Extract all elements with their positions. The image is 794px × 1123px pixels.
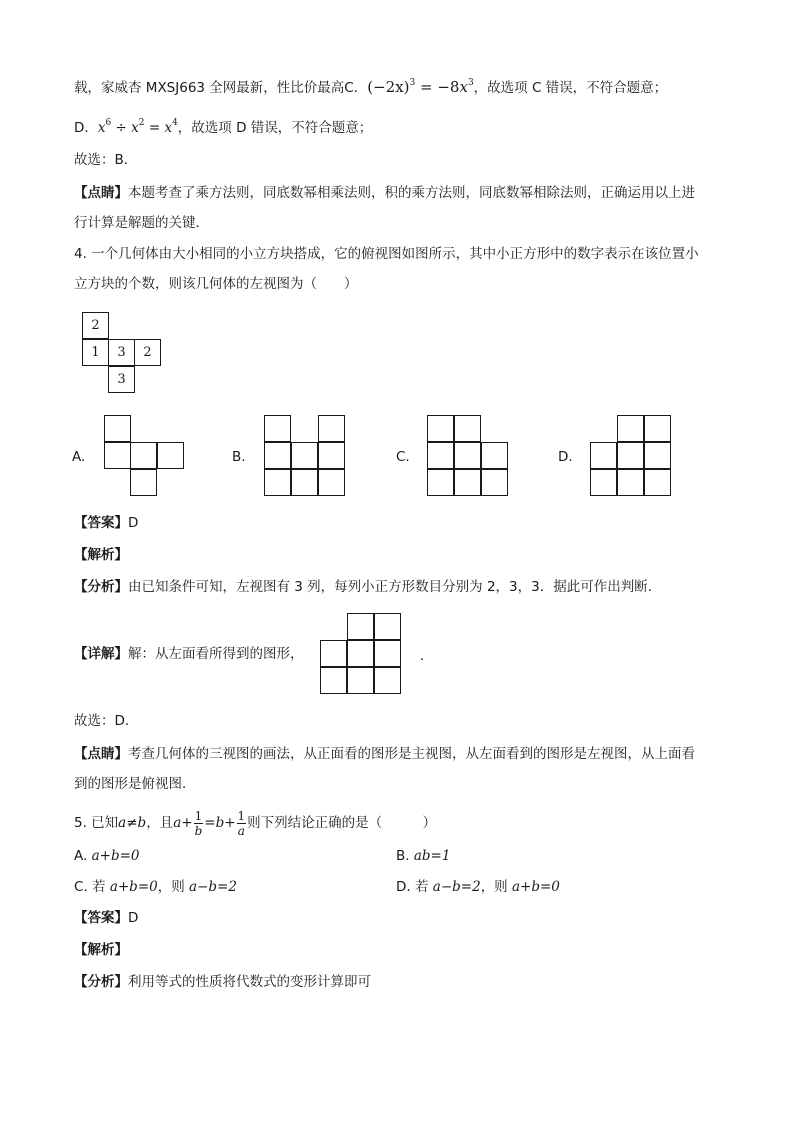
figure-cell bbox=[644, 415, 671, 442]
top-view-cell: 3 bbox=[108, 366, 135, 393]
figure-cell bbox=[481, 469, 508, 496]
figure-cell bbox=[644, 469, 671, 496]
figure-cell bbox=[264, 415, 291, 442]
choose-line-4: 故选：D． bbox=[74, 713, 139, 729]
figure-cell bbox=[617, 442, 644, 469]
q5-option-b[interactable]: B. ab=1 bbox=[396, 848, 451, 864]
question-4-line2: 立方块的个数，则该几何体的左视图为（ ） bbox=[74, 276, 358, 292]
figure-cell bbox=[374, 667, 401, 694]
figure-cell bbox=[320, 667, 347, 694]
note-line-3: 【点睛】本题考查了乘方法则，同底数幂相乘法则，积的乘方法则，同底数幂相除法则，正确运用以上进 bbox=[74, 185, 695, 201]
note-4: 【点睛】考查几何体的三视图的画法，从正面看的图形是主视图，从左面看到的图形是左视图，从上面看 bbox=[74, 746, 695, 762]
figure-cell bbox=[130, 442, 157, 469]
figure-cell bbox=[104, 442, 131, 469]
figure-cell bbox=[320, 640, 347, 667]
top-view-cell: 3 bbox=[108, 339, 135, 366]
figure-cell bbox=[454, 442, 481, 469]
figure-cell bbox=[644, 442, 671, 469]
top-view-cell: 1 bbox=[82, 339, 109, 366]
figure-cell bbox=[454, 469, 481, 496]
figure-cell bbox=[374, 640, 401, 667]
analysis-4-heading: 【解析】 bbox=[74, 547, 128, 563]
figure-cell bbox=[590, 442, 617, 469]
detail-4: 【详解】解：从左面看所得到的图形， bbox=[74, 646, 304, 662]
option-d-label[interactable]: D. bbox=[558, 449, 573, 465]
figure-cell bbox=[318, 469, 345, 496]
figure-cell bbox=[318, 415, 345, 442]
figure-cell bbox=[427, 415, 454, 442]
option-b-label[interactable]: B. bbox=[232, 449, 246, 465]
figure-cell bbox=[454, 415, 481, 442]
figure-cell bbox=[617, 469, 644, 496]
top-view-cell: 2 bbox=[134, 339, 161, 366]
figure-cell bbox=[291, 442, 318, 469]
analysis-4: 【分析】由已知条件可知，左视图有 3 列，每列小正方形数目分别为 2，3，3．据此可作出判断． bbox=[74, 579, 662, 595]
figure-cell bbox=[264, 469, 291, 496]
detail-4-end: ． bbox=[420, 648, 434, 664]
figure-cell bbox=[130, 469, 157, 496]
q5-option-c[interactable]: C. 若 a+b=0，则 a−b=2 bbox=[74, 879, 237, 895]
analysis-5: 【分析】利用等式的性质将代数式的变形计算即可 bbox=[74, 974, 371, 990]
figure-cell bbox=[427, 469, 454, 496]
analysis-5-heading: 【解析】 bbox=[74, 942, 128, 958]
q5-option-a[interactable]: A. a+b=0 bbox=[74, 848, 140, 864]
question-4-line1: 4. 一个几何体由大小相同的小立方块搭成，它的俯视图如图所示，其中小正方形中的数字表示在该位置小 bbox=[74, 246, 699, 262]
note-4-cont: 到的图形是俯视图． bbox=[74, 776, 196, 792]
answer-5: 【答案】D bbox=[74, 910, 139, 926]
option-c-label[interactable]: C. bbox=[396, 449, 410, 465]
figure-cell bbox=[590, 469, 617, 496]
figure-cell bbox=[347, 640, 374, 667]
figure-cell bbox=[617, 415, 644, 442]
note-line-3-cont: 行计算是解题的关键． bbox=[74, 215, 209, 231]
figure-cell bbox=[291, 469, 318, 496]
figure-cell bbox=[427, 442, 454, 469]
line-option-c: 载，家威杏 MXSJ663 全网最新，性比价最高C．$(-2x)^3 = -8x^3$，故选项 C 错误，不符合题意； bbox=[74, 78, 668, 96]
question-5: 5. 已知a≠b，且a+ $\frac{1}{b}$ =b+ $\frac{1}{a}$ 则下列结论正确的是（ ） bbox=[74, 808, 437, 838]
fraction-one-over-a: $\frac{1}{a}$ bbox=[237, 808, 246, 838]
figure-cell bbox=[347, 667, 374, 694]
option-a-label[interactable]: A. bbox=[72, 449, 86, 465]
top-view-figure bbox=[82, 312, 164, 394]
top-view-cell: 2 bbox=[82, 312, 109, 339]
fraction-one-over-b: $\frac{1}{b}$ bbox=[194, 808, 203, 838]
figure-cell bbox=[374, 613, 401, 640]
choose-line-3: 故选：B． bbox=[74, 152, 138, 168]
line-option-d: D．$x^6 \div x^2 = x^4$，故选项 D 错误，不符合题意； bbox=[74, 118, 373, 136]
q5-option-d[interactable]: D. 若 a−b=2，则 a+b=0 bbox=[396, 879, 560, 895]
figure-cell bbox=[481, 442, 508, 469]
figure-cell bbox=[104, 415, 131, 442]
answer-4: 【答案】D bbox=[74, 515, 139, 531]
figure-cell bbox=[318, 442, 345, 469]
figure-cell bbox=[347, 613, 374, 640]
figure-cell bbox=[264, 442, 291, 469]
figure-cell bbox=[157, 442, 184, 469]
